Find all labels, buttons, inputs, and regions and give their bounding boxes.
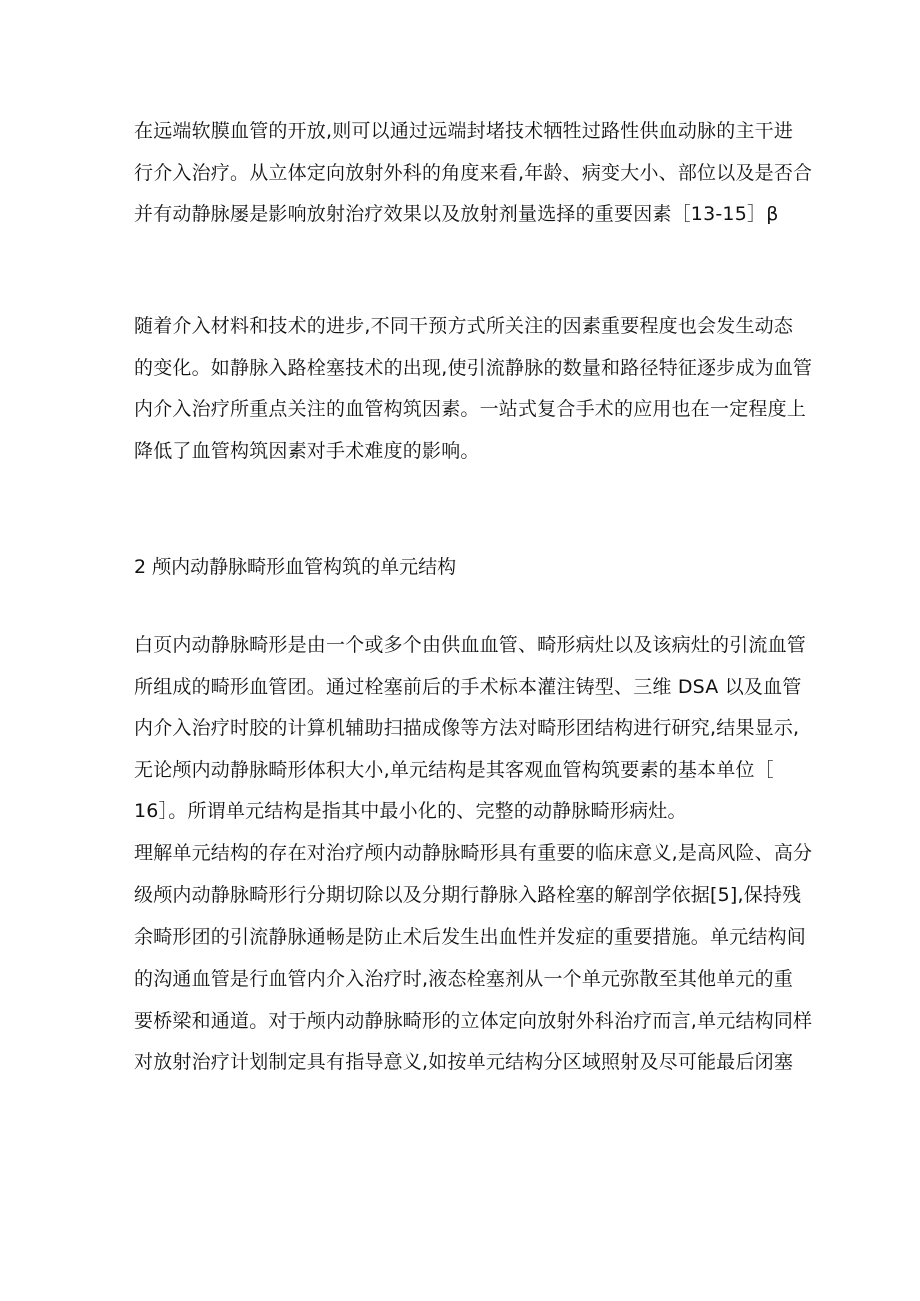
text-line: 行介入治疗。从立体定向放射外科的角度来看,年龄、病变大小、部位以及是否合 bbox=[134, 161, 813, 184]
paragraph-1 bbox=[134, 111, 813, 236]
text-line: 在远端软膜血管的开放,则可以通过远端封堵技术牺牲过路性供血动脉的主干进 bbox=[134, 120, 794, 142]
text-line: 内介入治疗时胶的计算机辅助扫描成像等方法对畸形团结构进行研究,结果显示, bbox=[134, 717, 800, 739]
text-line: 并有动静脉屡是影响放射治疗效果以及放射剂量选择的重要因素［13-15］β bbox=[134, 203, 779, 225]
text-line: 对放射治疗计划制定具有指导意义,如按单元结构分区域照射及尽可能最后闭塞 bbox=[134, 1051, 794, 1074]
paragraph-4 bbox=[134, 833, 813, 1084]
paragraph-2 bbox=[134, 306, 813, 472]
text-line: 内介入治疗所重点关注的血管构筑因素。一站式复合手术的应用也在一定程度上 bbox=[134, 398, 807, 420]
text-line: 级颅内动静脉畸形行分期切除以及分期行静脉入路栓塞的解剖学依据[5],保持残 bbox=[134, 883, 802, 906]
paragraph-3 bbox=[134, 625, 807, 833]
text-line: 随着介入材料和技术的进步,不同干预方式所关注的因素重要程度也会发生动态 bbox=[134, 315, 794, 337]
text-line: 白页内动静脉畸形是由一个或多个由供血血管、畸形病灶以及该病灶的引流血管 bbox=[134, 634, 807, 656]
text-line: 降低了血管构筑因素对手术难度的影响。 bbox=[134, 439, 480, 462]
section-heading: 2 颅内动静脉畸形血管构筑的单元结构 bbox=[134, 556, 457, 578]
text-line: 的沟通血管是行血管内介入治疗时,液态栓塞剂从一个单元弥散至其他单元的重 bbox=[134, 967, 794, 990]
text-line: 理解单元结构的存在对治疗颅内动静脉畸形具有重要的临床意义,是高风险、高分 bbox=[134, 842, 813, 864]
text-line: 余畸形团的引流静脉通畅是防止术后发生出血性并发症的重要措施。单元结构间 bbox=[134, 925, 807, 948]
text-line: 无论颅内动静脉畸形体积大小,单元结构是其客观血管构筑要素的基本单位［ bbox=[134, 758, 774, 781]
text-line: 所组成的畸形血管团。通过栓塞前后的手术标本灌注铸型、三维 DSA 以及血管 bbox=[134, 675, 802, 698]
text-line: 要桥梁和通道。对于颅内动静脉畸形的立体定向放射外科治疗而言,单元结构同样 bbox=[134, 1009, 813, 1032]
text-line: 的变化。如静脉入路栓塞技术的出现,使引流静脉的数量和路径特征逐步成为血管 bbox=[134, 356, 813, 379]
text-line: 16］。所谓单元结构是指其中最小化的、完整的动静脉畸形病灶。 bbox=[134, 800, 687, 822]
